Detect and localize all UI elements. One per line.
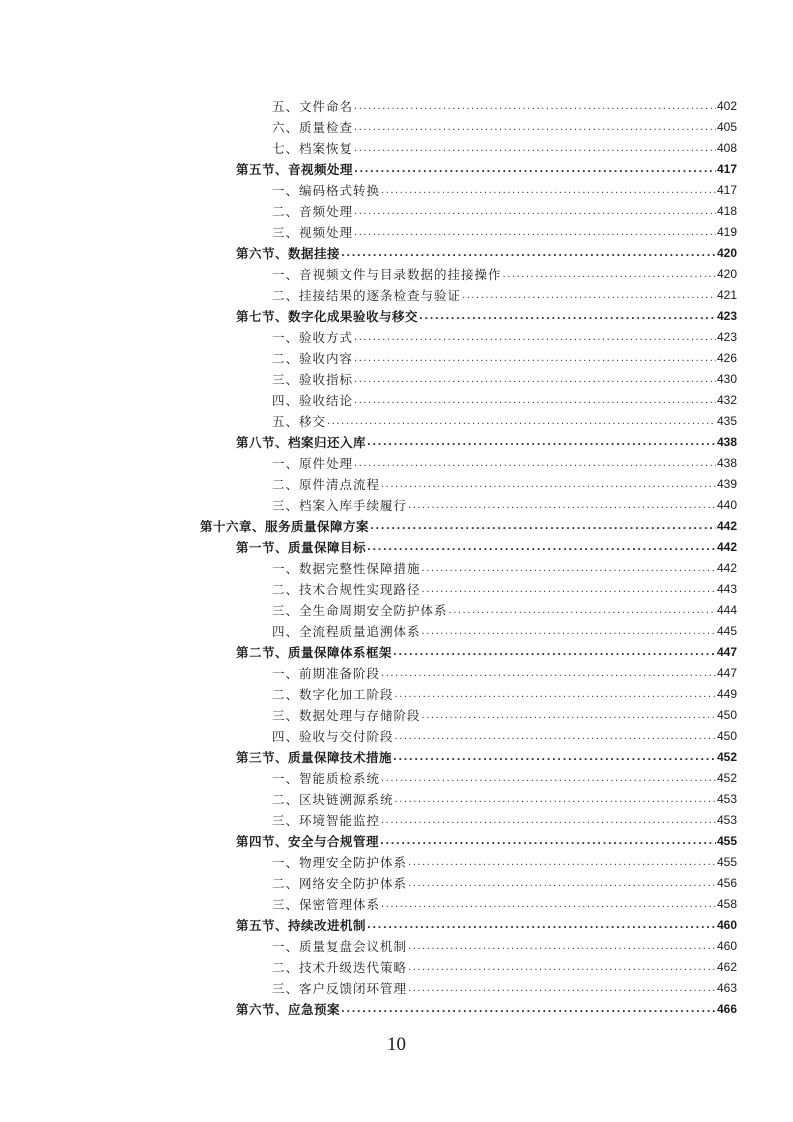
toc-entry-title: 一、验收方式: [272, 330, 354, 345]
toc-dot-leader: [354, 327, 716, 348]
toc-entry-title: 三、验收指标: [272, 372, 354, 387]
toc-entry-page-number: 438: [716, 435, 737, 449]
toc-entry-title: 二、区块链溯源系统: [272, 792, 394, 807]
toc-entry-page-number: 455: [716, 834, 737, 848]
toc-entry-title: 一、数据完整性保障措施: [272, 561, 421, 576]
toc-entry-page-number: 456: [716, 876, 737, 890]
toc-section-entry[interactable]: [236, 999, 737, 1020]
toc-dot-leader: [381, 180, 716, 201]
toc-subsection-entry[interactable]: [272, 852, 737, 873]
toc-section-entry[interactable]: [236, 159, 737, 180]
toc-entry-title: 第四节、安全与合规管理: [236, 834, 380, 849]
toc-subsection-entry[interactable]: [272, 264, 737, 285]
toc-section-entry[interactable]: [236, 432, 737, 453]
toc-entry-page-number: 444: [716, 603, 737, 617]
toc-subsection-entry[interactable]: [272, 705, 737, 726]
toc-entry-title: 三、档案入库手续履行: [272, 498, 408, 513]
toc-subsection-entry[interactable]: [272, 957, 737, 978]
toc-dot-leader: [354, 138, 716, 159]
toc-entry-page-number: 426: [716, 351, 737, 365]
toc-subsection-entry[interactable]: [272, 327, 737, 348]
toc-entry-page-number: 442: [716, 561, 737, 575]
toc-dot-leader: [408, 852, 716, 873]
toc-entry-title: 二、数字化加工阶段: [272, 687, 394, 702]
toc-entry-title: 三、保密管理体系: [272, 897, 381, 912]
toc-entry-page-number: 450: [716, 708, 737, 722]
toc-entry-page-number: 420: [716, 246, 737, 260]
toc-entry-title: 一、前期准备阶段: [272, 666, 381, 681]
toc-entry-title: 一、物理安全防护体系: [272, 855, 408, 870]
toc-dot-leader: [380, 831, 716, 852]
toc-entry-title: 第一节、质量保障目标: [236, 540, 367, 555]
toc-dot-leader: [354, 348, 716, 369]
toc-entry-title: 三、视频处理: [272, 225, 354, 240]
toc-subsection-entry[interactable]: [272, 411, 737, 432]
toc-entry-title: 二、技术升级迭代策略: [272, 960, 408, 975]
toc-subsection-entry[interactable]: [272, 894, 737, 915]
toc-entry-title: 二、技术合规性实现路径: [272, 582, 421, 597]
toc-entry-page-number: 466: [716, 1002, 737, 1016]
toc-subsection-entry[interactable]: [272, 117, 737, 138]
toc-entry-title: 三、客户反馈闭环管理: [272, 981, 408, 996]
toc-entry-title: 七、档案恢复: [272, 141, 354, 156]
toc-subsection-entry[interactable]: [272, 936, 737, 957]
toc-subsection-entry[interactable]: [272, 453, 737, 474]
toc-dot-leader: [354, 117, 716, 138]
toc-dot-leader: [381, 810, 716, 831]
toc-section-entry[interactable]: [236, 306, 737, 327]
toc-entry-title: 第六节、应急预案: [236, 1002, 341, 1017]
toc-entry-page-number: 439: [716, 477, 737, 491]
toc-section-entry[interactable]: [236, 747, 737, 768]
toc-dot-leader: [419, 306, 716, 327]
toc-entry-title: 六、质量检查: [272, 120, 354, 135]
toc-subsection-entry[interactable]: [272, 390, 737, 411]
toc-entry-title: 第八节、档案归还入库: [236, 435, 367, 450]
toc-entry-page-number: 430: [716, 372, 737, 386]
toc-entry-page-number: 442: [716, 519, 737, 533]
toc-dot-leader: [354, 96, 716, 117]
toc-dot-leader: [381, 894, 716, 915]
toc-subsection-entry[interactable]: [272, 96, 737, 117]
toc-entry-title: 四、验收结论: [272, 393, 354, 408]
toc-subsection-entry[interactable]: [272, 222, 737, 243]
toc-dot-leader: [408, 495, 716, 516]
toc-entry-title: 二、音频处理: [272, 204, 354, 219]
toc-entry-page-number: 460: [716, 939, 737, 953]
toc-dot-leader: [367, 432, 716, 453]
toc-entry-page-number: 421: [716, 288, 737, 302]
toc-entry-page-number: 445: [716, 624, 737, 638]
toc-entry-page-number: 417: [716, 162, 737, 176]
toc-dot-leader: [354, 159, 716, 180]
toc-subsection-entry[interactable]: [272, 621, 737, 642]
toc-subsection-entry[interactable]: [272, 558, 737, 579]
toc-subsection-entry[interactable]: [272, 978, 737, 999]
toc-dot-leader: [381, 663, 716, 684]
toc-entry-page-number: 453: [716, 813, 737, 827]
page-number: 10: [387, 1034, 406, 1055]
toc-entry-title: 二、网络安全防护体系: [272, 876, 408, 891]
toc-dot-leader: [354, 390, 716, 411]
toc-entry-title: 一、质量复盘会议机制: [272, 939, 408, 954]
toc-entry-page-number: 447: [716, 645, 737, 659]
toc-entry-title: 二、原件清点流程: [272, 477, 381, 492]
toc-dot-leader: [395, 789, 716, 810]
toc-dot-leader: [422, 705, 716, 726]
toc-entry-page-number: 418: [716, 204, 737, 218]
toc-entry-title: 第十六章、服务质量保障方案: [200, 519, 370, 534]
toc-subsection-entry[interactable]: [272, 285, 737, 306]
toc-dot-leader: [422, 579, 716, 600]
toc-section-entry[interactable]: [236, 831, 737, 852]
toc-entry-page-number: 463: [716, 981, 737, 995]
toc-dot-leader: [408, 957, 716, 978]
toc-subsection-entry[interactable]: [272, 789, 737, 810]
toc-entry-page-number: 423: [716, 330, 737, 344]
toc-subsection-entry[interactable]: [272, 810, 737, 831]
toc-entry-title: 第五节、音视频处理: [236, 162, 354, 177]
toc-entry-page-number: 408: [716, 141, 737, 155]
toc-entry-page-number: 432: [716, 393, 737, 407]
toc-subsection-entry[interactable]: [272, 684, 737, 705]
toc-dot-leader: [370, 516, 716, 537]
toc-dot-leader: [367, 915, 716, 936]
toc-dot-leader: [449, 600, 716, 621]
toc-entry-title: 三、环境智能监控: [272, 813, 381, 828]
toc-subsection-entry[interactable]: [272, 495, 737, 516]
toc-entry-page-number: 420: [716, 267, 737, 281]
toc-subsection-entry[interactable]: [272, 873, 737, 894]
toc-entry-title: 一、智能质检系统: [272, 771, 381, 786]
toc-entry-page-number: 462: [716, 960, 737, 974]
toc-subsection-entry[interactable]: [272, 369, 737, 390]
toc-dot-leader: [408, 936, 716, 957]
toc-entry-page-number: 452: [716, 750, 737, 764]
toc-subsection-entry[interactable]: [272, 180, 737, 201]
toc-subsection-entry[interactable]: [272, 201, 737, 222]
toc-entry-page-number: 458: [716, 897, 737, 911]
toc-entry-page-number: 449: [716, 687, 737, 701]
toc-entry-title: 二、挂接结果的逐条检查与验证: [272, 288, 462, 303]
toc-subsection-entry[interactable]: [272, 348, 737, 369]
toc-subsection-entry[interactable]: [272, 474, 737, 495]
toc-entry-page-number: 453: [716, 792, 737, 806]
toc-entry-page-number: 417: [716, 183, 737, 197]
toc-entry-page-number: 450: [716, 729, 737, 743]
toc-dot-leader: [341, 243, 716, 264]
toc-entry-page-number: 460: [716, 918, 737, 932]
toc-entry-page-number: 438: [716, 456, 737, 470]
toc-entry-page-number: 419: [716, 225, 737, 239]
toc-entry-page-number: 435: [716, 414, 737, 428]
toc-subsection-entry[interactable]: [272, 600, 737, 621]
toc-entry-title: 一、原件处理: [272, 456, 354, 471]
toc-dot-leader: [393, 747, 716, 768]
toc-dot-leader: [381, 768, 716, 789]
toc-entry-title: 第五节、持续改进机制: [236, 918, 367, 933]
toc-dot-leader: [408, 873, 716, 894]
toc-section-entry[interactable]: [236, 642, 737, 663]
toc-dot-leader: [354, 369, 716, 390]
toc-entry-page-number: 402: [716, 99, 737, 113]
toc-dot-leader: [395, 726, 716, 747]
toc-entry-title: 第七节、数字化成果验收与移交: [236, 309, 419, 324]
toc-dot-leader: [354, 222, 716, 243]
toc-entry-title: 二、验收内容: [272, 351, 354, 366]
toc-entry-title: 三、数据处理与存储阶段: [272, 708, 421, 723]
toc-dot-leader: [395, 684, 716, 705]
toc-dot-leader: [503, 264, 716, 285]
toc-subsection-entry[interactable]: [272, 663, 737, 684]
toc-section-entry[interactable]: [236, 915, 737, 936]
toc-dot-leader: [422, 558, 716, 579]
toc-entry-title: 第二节、质量保障体系框架: [236, 645, 393, 660]
toc-entry-page-number: 423: [716, 309, 737, 323]
toc-entry-title: 一、编码格式转换: [272, 183, 381, 198]
toc-entry-title: 四、验收与交付阶段: [272, 729, 394, 744]
toc-subsection-entry[interactable]: [272, 768, 737, 789]
toc-entry-page-number: 405: [716, 120, 737, 134]
toc-dot-leader: [354, 201, 716, 222]
toc-chapter-entry[interactable]: [200, 516, 737, 537]
toc-dot-leader: [381, 474, 716, 495]
toc-dot-leader: [327, 411, 716, 432]
toc-subsection-entry[interactable]: [272, 726, 737, 747]
toc-entry-title: 第六节、数据挂接: [236, 246, 341, 261]
toc-entry-title: 五、文件命名: [272, 99, 354, 114]
toc-entry-title: 一、音视频文件与目录数据的挂接操作: [272, 267, 502, 282]
toc-entry-page-number: 442: [716, 540, 737, 554]
toc-dot-leader: [367, 537, 716, 558]
toc-entry-title: 四、全流程质量追溯体系: [272, 624, 421, 639]
toc-entry-title: 五、移交: [272, 414, 327, 429]
toc-subsection-entry[interactable]: [272, 579, 737, 600]
toc-entry-page-number: 452: [716, 771, 737, 785]
toc-subsection-entry[interactable]: [272, 138, 737, 159]
toc-dot-leader: [341, 999, 716, 1020]
toc-entry-page-number: 447: [716, 666, 737, 680]
toc-entry-title: 第三节、质量保障技术措施: [236, 750, 393, 765]
toc-entry-page-number: 455: [716, 855, 737, 869]
toc-entry-page-number: 440: [716, 498, 737, 512]
toc-entry-title: 三、全生命周期安全防护体系: [272, 603, 448, 618]
toc-dot-leader: [408, 978, 716, 999]
toc-dot-leader: [354, 453, 716, 474]
toc-dot-leader: [462, 285, 716, 306]
toc-section-entry[interactable]: [236, 537, 737, 558]
toc-dot-leader: [393, 642, 716, 663]
toc-dot-leader: [422, 621, 716, 642]
toc-entry-page-number: 443: [716, 582, 737, 596]
toc-section-entry[interactable]: [236, 243, 737, 264]
